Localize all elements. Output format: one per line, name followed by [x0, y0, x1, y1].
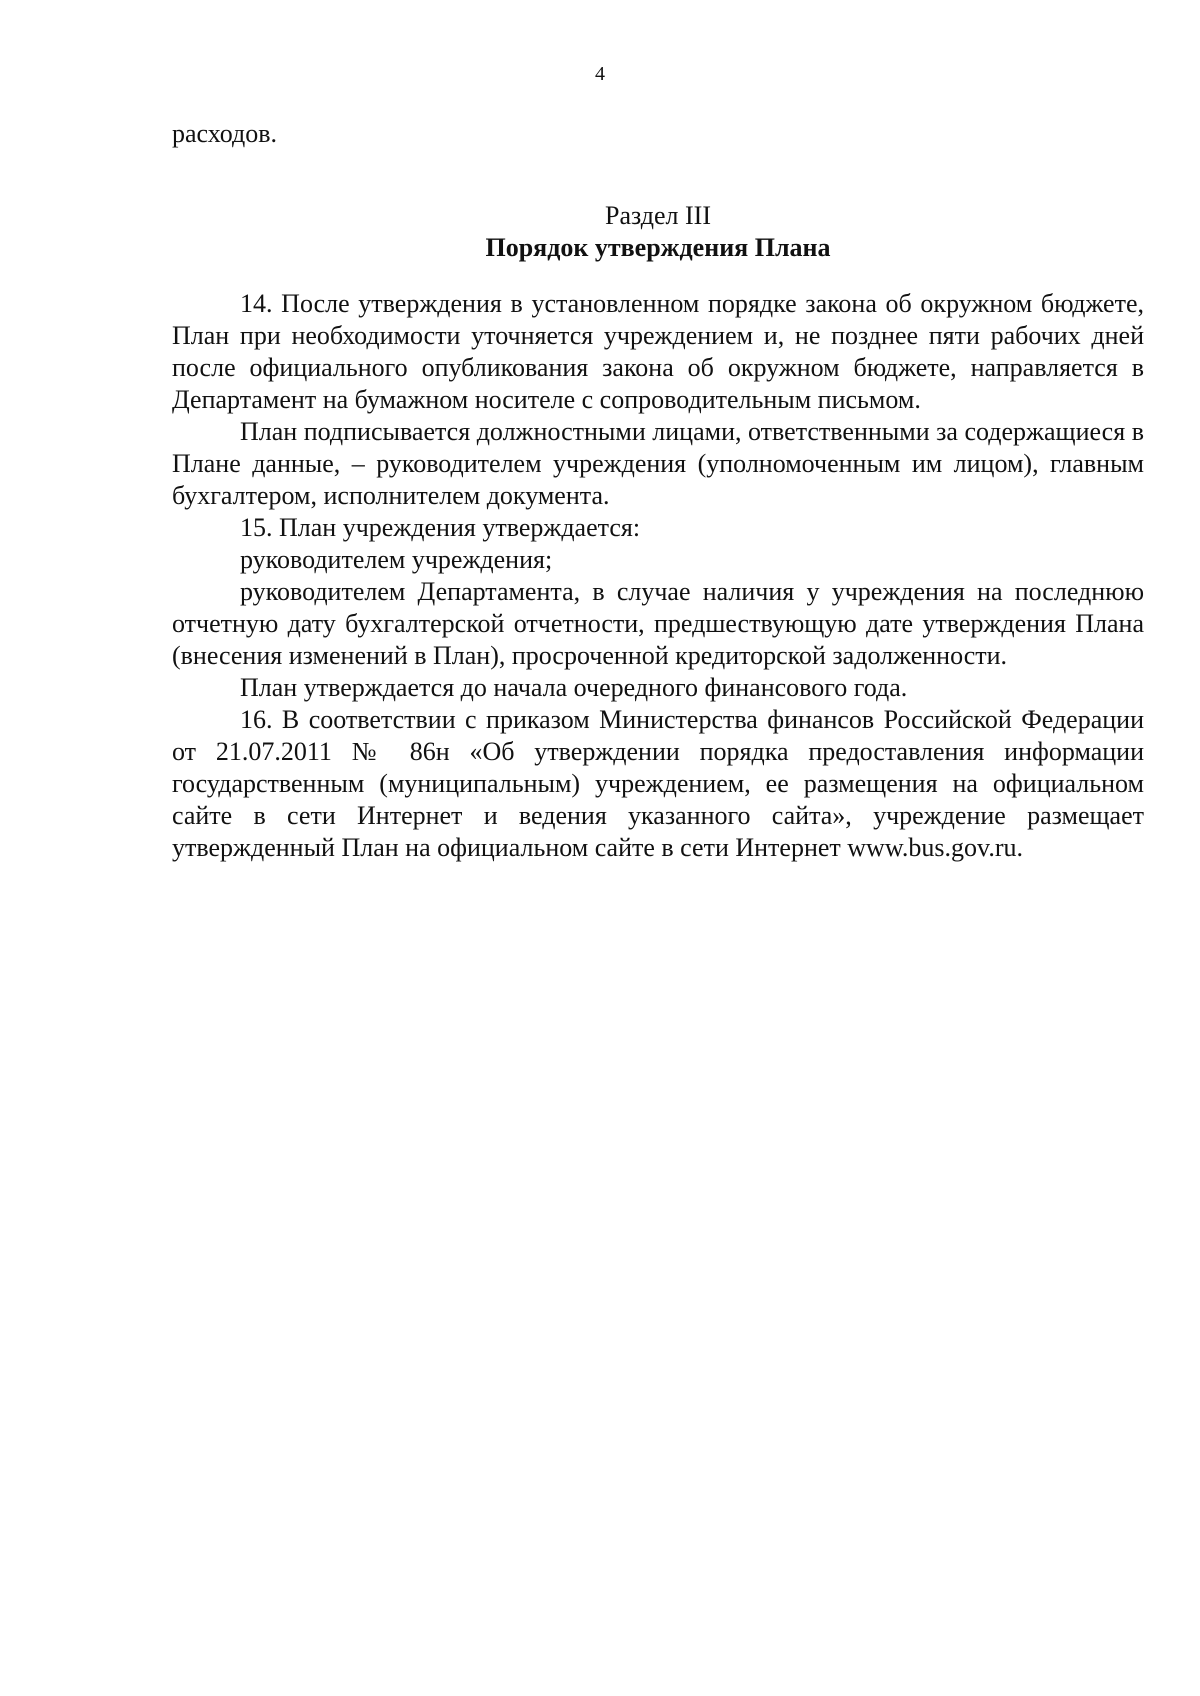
paragraph-approval-deadline: План утверждается до начала очередного финансового года.: [240, 673, 908, 702]
document-body: [172, 118, 1144, 864]
section-heading: [172, 200, 1144, 264]
paragraph-15: 15. План учреждения утверждается:: [240, 513, 641, 542]
section-label: Раздел III: [604, 201, 712, 230]
paragraph-14: 14. После утверждения в установленном порядке закона об окружном бюджете, План при необходимости уточняется учреждением и, не позднее пяти рабочих дней после официального опубликования закона об окружном бюджете, направляется в Департамент на бумажном носителе с сопроводительным письмом.: [172, 289, 1144, 414]
section-title: Порядок утверждения Плана: [485, 233, 831, 262]
paragraph-approver-department: руководителем Департамента, в случае наличия у учреждения на последнюю отчетную дату бухгалтерской отчетности, предшествующую дате утверждения Плана (внесения изменений в План), просроченной кредиторской задолженности.: [172, 577, 1144, 670]
paragraph-signing: План подписывается должностными лицами, ответственными за содержащиеся в Плане данные, – руководителем учреждения (уполномоченным им лицом), главным бухгалтером, исполнителем документа.: [172, 417, 1144, 510]
paragraph-approver-head: руководителем учреждения;: [240, 545, 553, 574]
page-number: 4: [595, 63, 605, 85]
carryover-text: расходов.: [172, 119, 278, 148]
paragraph-16: 16. В соответствии с приказом Министерства финансов Российской Федерации от 21.07.2011 № 86н «Об утверждении порядка предоставления информации государственным (муниципальным) учреждением, ее размещения на официальном сайте в сети Интернет и ведения указанного сайта», учреждение размещает утвержденный План на официальном сайте в сети Интернет www.bus.gov.ru.: [172, 705, 1144, 862]
